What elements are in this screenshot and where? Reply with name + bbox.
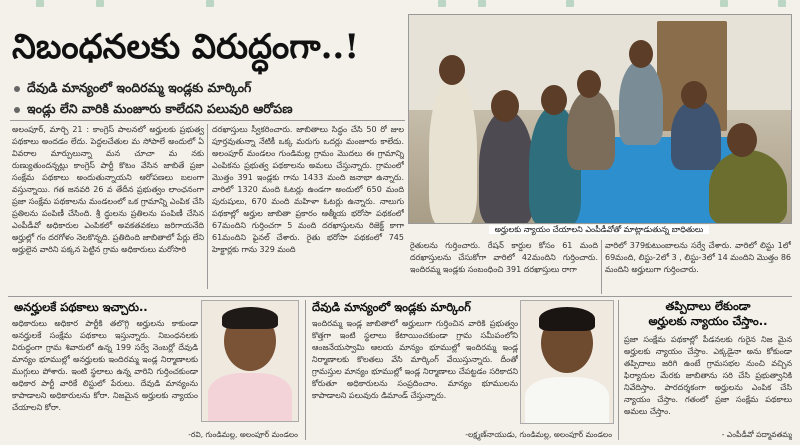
box2-byline: -లక్ష్మణ్‌నాయుడు, గుండిమల్ల, అలంపూర్ మండలం xyxy=(465,430,612,439)
article-column-3 xyxy=(410,240,598,298)
box2-portrait xyxy=(520,300,614,424)
box3-title-1: తప్పిదాలు లేకుండా xyxy=(665,299,751,313)
photo-person xyxy=(709,150,787,224)
registration-mark xyxy=(36,0,44,7)
photo-person-head xyxy=(491,90,519,122)
photo-person-head xyxy=(727,123,757,157)
article-column-2 xyxy=(212,124,404,292)
box1-title: అనర్హులకే పథకాలు ఇచ్చారు.. xyxy=(14,300,148,314)
box1-portrait xyxy=(201,300,299,422)
photo-caption-text: అర్హులకు న్యాయం చేయాలని ఎంపీడీవోతో మాట్లాడుతున్న బాధితులు xyxy=(489,225,710,234)
article-paragraph: వారిలో 379కుటుంబాలను సర్వే చేశారు. వారిలో లిస్టు 1లో 69మంది, లిస్టు-2లో 3 , లిస్టు-3లో 14 మందిని మొత్తం 86 మందిని అర్హులుగా గుర్తించారు. xyxy=(605,241,791,274)
subhead-divider xyxy=(10,120,405,121)
box-divider xyxy=(305,300,306,440)
portrait-hair xyxy=(222,307,278,329)
photo-person xyxy=(619,60,663,145)
subhead-1 xyxy=(14,80,414,99)
photo-person xyxy=(567,90,615,170)
photo-person xyxy=(479,110,534,224)
registration-mark xyxy=(566,0,574,7)
article-column-4 xyxy=(605,240,791,298)
box1-paragraph: అధికారులు అధికార పార్టీకి తలొగ్గి అర్హులను కాకుండా అనర్హులకే సంక్షేమ పథకాలు ఇస్తున్నారు. నిబంధనలకు విరుద్ధంగా గ్రామ శివారులో ఉన్న 199 సర్వే నెంబర్లో దేవుడి మాన్యం భూముల్లో అనర్హులకు ఇందిరమ్మ ఇండ్ల నిర్మాణాలకు ముగ్గులు పోశారు. ఇంటి స్థలాలు ఉన్న వారిని గుర్తించకుండా అధికార పార్టీ వారికే లిస్టులో పేరులు. దేవుడి మాన్యంను కాపాడాలని అధికారులను కోరా. నిజమైన అర్హులకు న్యాయం చేయాలని కోరా. xyxy=(12,319,198,412)
section-divider xyxy=(8,296,792,297)
registration-mark xyxy=(438,0,446,7)
headline: నిబంధనలకు విరుద్ధంగా..! xyxy=(12,27,360,67)
bullet-icon xyxy=(14,107,20,113)
photo-caption xyxy=(408,224,790,236)
column-divider xyxy=(207,124,208,289)
subhead-2 xyxy=(14,101,414,120)
box3-body xyxy=(624,334,792,428)
article-photo xyxy=(408,14,792,224)
photo-person-head xyxy=(629,40,653,68)
registration-mark xyxy=(720,0,728,7)
photo-person-head xyxy=(439,55,465,85)
subhead-text: దేవుడి మాన్యంలో ఇందిరమ్మ ఇండ్లకు మార్కింగ్ xyxy=(27,80,252,95)
box2-paragraph: ఇందిరమ్మ ఇండ్ల జాబితాలో అర్హులుగా గుర్తించిన వారికి ప్రభుత్వం కొత్తగా ఇంటి స్థలాలు కేటాయించకుండా గ్రామ సమీపంలోని ఆంజనేయస్వామి ఆలయ మాన్యం భూముల్లో ఇందిరమ్మ ఇండ్ల నిర్మాణాలకు కొలతలు వేసి మార్కింగ్ వేయిస్తున్నారు. దీంతో గ్రామస్తుల మాన్యం భూముల్లో ఇండ్ల నిర్మాణాలు చేపట్టడం సరికాదని కోరుతూ అధికారులను సంప్రదించాం. మాన్యం భూములను కాపాడాలని పలువురు డిమాండ్ చేస్తున్నారు. xyxy=(312,319,518,400)
article-paragraph: అలంపూర్, మార్చి 21 : కాంగ్రెస్ పాలనలో అర్హులకు ప్రభుత్వ పథకాలు అందడం లేదు. పెద్దలచేతుల మ సోపాలే అందులో ఏ వివరాల మార్పులున్నా మన చూచా మ నకు రుణ్యుతుందన్నట్లు కాంగ్రెస్ పార్టీ కొటం వేసిన జాబితే ప్రజా సంక్షేమ పథకాలు అందుతున్నాయని ఆరోపణలు బలంగా వస్తున్నాయి. గత జనవరి 26 వ తేదీన ప్రభుత్వం లాంఛనంగా ప్రజా సంక్షేమ పథకాలను మండలంలో ఒక గ్రామాన్ని ఎంపిక చేసి ప్రతిలను పంపిణీ చేసింది. శ్రీ ద్ధులను ప్రతిలను పంపిణీ చేసిన ఎంపీడీవో అధికారుల ఎంపికలో అవకతవకలు జరిగాయనేది అర్హుల్లో గం దరగోళం నెలకొన్నది. ప్రతిదింది జాబితాలో పేర్లు లేని అర్హులైన వారిని పక్కన పెట్టిన గ్రామ అధికారులు మరోసారి xyxy=(12,125,204,254)
article-paragraph: రైతులను గుర్తించారు. రేషన్ కార్డుల కోసం 61 మంది దరఖాస్తులను చేసుకోగా వారిలో 42మందిని గుర్తించారు. ఇందిరమ్మ ఇండ్లకు సంబంధించి 391 దరఖాస్తులు రాగా xyxy=(410,241,598,274)
box1-byline: -రవి, గుండిమల్ల, అలంపూర్ మండలం xyxy=(188,430,298,439)
portrait-shirt xyxy=(525,377,609,424)
photo-person-head xyxy=(541,85,567,115)
registration-mark xyxy=(206,0,214,7)
photo-person xyxy=(429,75,477,224)
box3-paragraph: ప్రజా సంక్షేమ పథకాల్లో పీడనలకు గురైన నిజ మైన అర్హులకు న్యాయం చేస్తాం. ఎక్కడైనా అను కోకుండా తప్పిదాలు జరిగి ఉంటే గ్రామసభల నుంచి వచ్చిన ఫిర్యాదుల మేరకు జాబితాను సరి చేసి ప్రభుత్వానికి నివేదిస్తాం. పారదర్శకంగా అర్హులను ఎంపిక చేసి న్యాయం చేస్తాం. గతంలో ప్రజా సంక్షేమ పథకాలు అమలు చేస్తాం. xyxy=(624,335,792,416)
article-paragraph: దరఖాస్తులు స్వీకరించారు. జాబితాలు సిద్ధం చేసి 50 రో జుల పూర్తవుతున్నా నేటికీ ఒక్క మరుగు ఒదర్లు మంజూరు కాలేదు. అలంపూర్ మండలం గుండిమల్ల గ్రామం మొదలు ఈ గ్రామాన్ని ఎంపికను ప్రభుత్వ పథకాలను అమలు చేస్తున్నారు. గ్రామంలో మొత్తం 391 ఇండ్లకు గాను 1433 మంది జనాభా ఉన్నారు. వారిలో 1320 మంది ఓటర్లు ఉండగా అందులో 650 మంది పురుషులు, 670 మంది మహిళా ఓటర్లు ఉన్నారు. నాలుగు పథకాల్లో అర్హుల జాబితా ప్రకారం ఆత్మీయ భరోసా పథకంలో 67మందిని గుర్తించగా 5 మంది దరఖాస్తులను రిజెక్ట్ కాగా 61మందిని ఫైనల్ చేశారు. రైతు భరోసా పథకంలో 745 హెక్టార్లకు గాను 329 మంది xyxy=(212,125,404,254)
article-column-1 xyxy=(12,124,204,292)
box1-body xyxy=(12,318,198,426)
registration-mark xyxy=(96,0,104,7)
box2-body xyxy=(312,318,518,426)
box-divider xyxy=(618,300,619,440)
registration-mark xyxy=(778,0,786,7)
box3-byline: - ఎంపీడీవో పద్మావతమ్మ xyxy=(721,430,792,439)
subhead-text: ఇండ్లు లేని వారికి మంజూరు కాలేదని పలువురి ఆరోపణ xyxy=(27,101,293,116)
registration-marks xyxy=(0,0,800,8)
column-divider xyxy=(601,240,602,294)
photo-person-head xyxy=(577,70,601,98)
photo-person xyxy=(671,100,721,170)
registration-mark xyxy=(478,0,486,7)
portrait-hair xyxy=(539,307,595,331)
box3-title-2: అర్హులకు న్యాయం చేస్తాం.. xyxy=(648,314,768,328)
portrait-shirt xyxy=(208,373,292,422)
photo-person-head xyxy=(681,81,707,109)
box2-title: దేవుడి మాన్యంలో ఇండ్లకు మార్కింగ్ xyxy=(312,300,471,314)
bullet-icon xyxy=(14,86,20,92)
